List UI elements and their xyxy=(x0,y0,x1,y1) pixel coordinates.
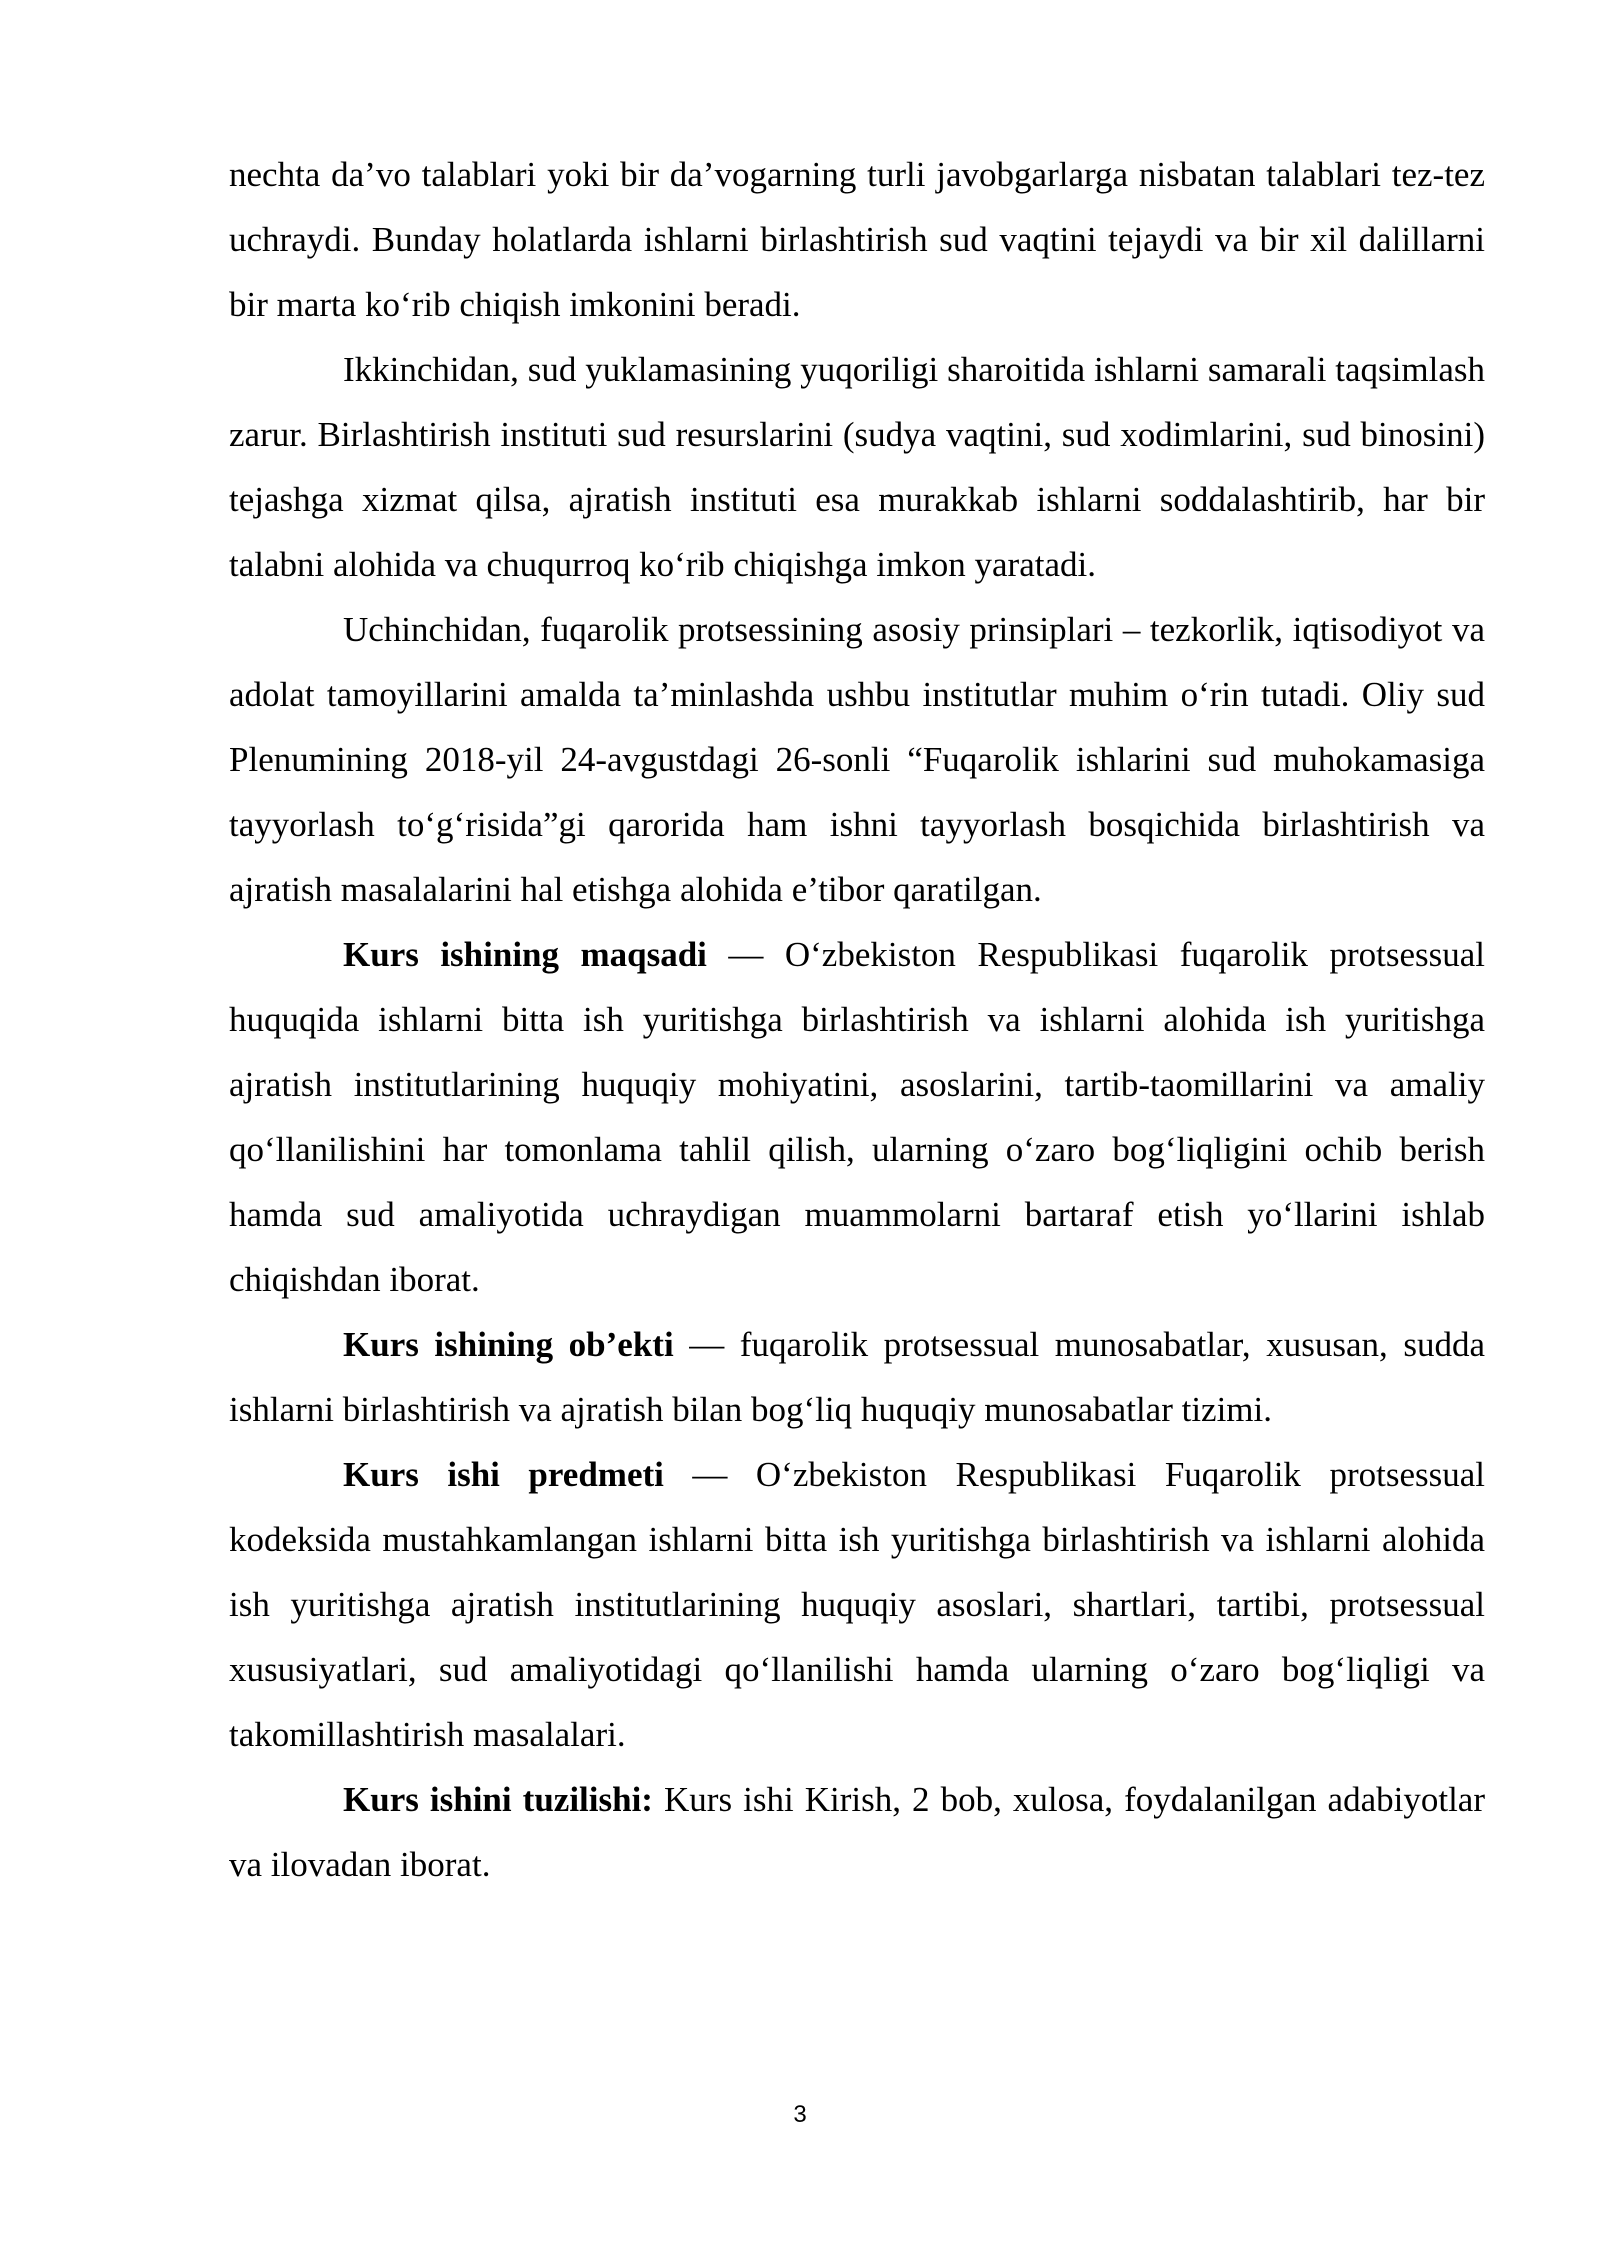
document-page xyxy=(229,142,1485,1897)
paragraph-thirdly: Uchinchidan, fuqarolik protsessining asosiy prinsiplari – tezkorlik, iqtisodiyot va adolat tamoyillarini amalda ta’minlashda ushbu institutlar muhim o‘rin tutadi. Oliy sud Plenumining 2018-yil 24-avgustdagi 26-sonli “Fuqarolik ishlarini sud muhokamasiga tayyorlash to‘g‘risida”gi qarorida ham ishni tayyorlash bosqichida birlashtirish va ajratish masalalarini hal etishga alohida e’tibor qaratilgan. xyxy=(229,610,1485,909)
paragraph-goal: Kurs ishining maqsadi — O‘zbekiston Respublikasi fuqarolik protsessual huquqida ishlarni bitta ish yuritishga birlashtirish va ishlarni alohida ish yuritishga ajratish institutlarining huquqiy mohiyatini, asoslarini, tartib-taomillarini va amaliy qo‘llanilishini har tomonlama tahlil qilish, ularning o‘zaro bog‘liqligini ochib berish hamda sud amaliyotida uchraydigan muammolarni bartaraf etish yo‘llarini ishlab chiqishdan iborat. xyxy=(229,935,1486,1299)
page-number: 3 xyxy=(793,2101,807,2128)
paragraph-secondly: Ikkinchidan, sud yuklamasining yuqoriligi sharoitida ishlarni samarali taqsimlash zarur. Birlashtirish instituti sud resurslarini (sudya vaqtini, sud xodimlarini, sud binosini) tejashga xizmat qilsa, ajratish instituti esa murakkab ishlarni soddalashtirib, har bir talabni alohida va chuqurroq ko‘rib chiqishga imkon yaratadi. xyxy=(229,350,1485,584)
paragraph-structure: Kurs ishini tuzilishi: Kurs ishi Kirish, 2 bob, xulosa, foydalanilgan adabiyotlar va ilovadan iborat. xyxy=(229,1780,1485,1884)
subject-heading: Kurs ishi predmeti xyxy=(343,1455,664,1494)
paragraph-subject: Kurs ishi predmeti — O‘zbekiston Respublikasi Fuqarolik protsessual kodeksida mustahkamlangan ishlarni bitta ish yuritishga birlashtirish va ishlarni alohida ish yuritishga ajratish institutlarining huquqiy asoslari, shartlari, tartibi, protsessual xususiyatlari, sud amaliyotidagi qo‘llanilishi hamda ularning o‘zaro bog‘liqligi va takomillashtirish masalalari. xyxy=(229,1455,1485,1754)
paragraph-object: Kurs ishining ob’ekti — fuqarolik protsessual munosabatlar, xususan, sudda ishlarni birlashtirish va ajratish bilan bog‘liq huquqiy munosabatlar tizimi. xyxy=(229,1325,1485,1429)
paragraph-continuation: nechta da’vo talablari yoki bir da’vogarning turli javobgarlarga nisbatan talablari tez-tez uchraydi. Bunday holatlarda ishlarni birlashtirish sud vaqtini tejaydi va bir xil dalillarni bir marta ko‘rib chiqish imkonini beradi. xyxy=(229,155,1485,324)
object-heading: Kurs ishining ob’ekti xyxy=(343,1325,674,1364)
goal-heading: Kurs ishining maqsadi xyxy=(343,935,707,974)
structure-heading: Kurs ishini tuzilishi: xyxy=(343,1780,653,1819)
